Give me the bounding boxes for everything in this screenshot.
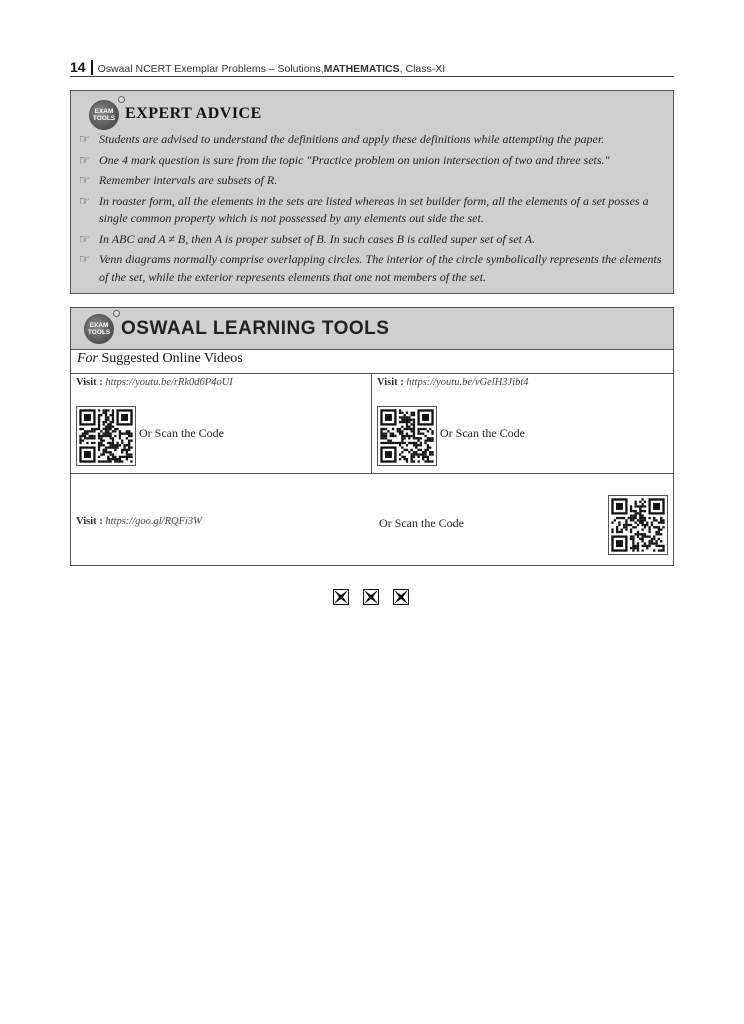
video-cell-3: [71, 474, 673, 565]
video-link[interactable]: https://youtu.be/vGelH3Jibt4: [406, 377, 529, 388]
section-end-ornaments: [333, 589, 409, 605]
page-header: [70, 57, 674, 77]
ornament-icon: [393, 589, 409, 605]
ornament-icon: [363, 589, 379, 605]
pointing-hand-icon: ☞: [79, 252, 90, 266]
tip-item: ☞ Students are advised to understand the definitions and apply these definitions while attempting the paper.: [79, 131, 667, 149]
learning-tools-title: OSWAAL LEARNING TOOLS: [121, 318, 390, 339]
tip-item: ☞ In roaster form, all the elements in the sets are listed whereas in set builder form, all the elements of a set posses a single common property which is not possessed by any elements out side the set.: [79, 193, 649, 225]
page-number: 14: [70, 59, 86, 75]
pointing-hand-icon: ☞: [79, 193, 90, 208]
header-title-suffix: , Class-XI: [399, 63, 446, 75]
video-link[interactable]: https://goo.gl/RQFi3W: [105, 516, 202, 527]
video-cell-1: [71, 374, 372, 473]
suggested-videos-heading: For Suggested Online Videos: [77, 351, 243, 366]
pointing-hand-icon: ☞: [79, 152, 90, 167]
scan-code-label: Or Scan the Code: [379, 516, 464, 530]
qr-code-icon[interactable]: [76, 406, 136, 466]
tips-list: [79, 131, 667, 289]
visit-line: Visit : https://goo.gl/RQFi3W: [76, 516, 202, 527]
exam-tools-logo: EXAM TOOLS: [89, 100, 119, 130]
tip-item: ☞ In ABC and A ≠ B, then A is proper subset of B. In such cases B is called super set of set A.: [79, 231, 667, 249]
learning-tools-header: [71, 308, 673, 350]
visit-line: Visit : https://youtu.be/vGelH3Jibt4: [377, 377, 529, 388]
video-cell-2: [372, 374, 673, 473]
pointing-hand-icon: ☞: [79, 173, 90, 187]
pointing-hand-icon: ☞: [79, 132, 90, 146]
learning-tools-box: [70, 307, 674, 566]
tip-item: ☞ One 4 mark question is sure from the topic "Practice problem on union intersection of two and three sets.": [79, 152, 667, 170]
scan-code-label: Or Scan the Code: [139, 426, 224, 440]
exam-tools-logo: EXAM TOOLS: [84, 314, 114, 344]
header-separator: [91, 60, 93, 75]
qr-code-icon[interactable]: [377, 406, 437, 466]
header-subject: MATHEMATICS: [323, 63, 400, 75]
tip-item: ☞ Venn diagrams normally comprise overlapping circles. The interior of the circle symbolically represents the elements of the set, while the exterior represents elements that one not members of the set.: [79, 252, 662, 284]
expert-advice-box: [70, 90, 674, 294]
ornament-icon: [333, 589, 349, 605]
pointing-hand-icon: ☞: [79, 231, 90, 246]
header-title-prefix: Oswaal NCERT Exemplar Problems – Solutions,: [97, 63, 324, 75]
expert-advice-title: EXPERT ADVICE: [125, 105, 262, 122]
visit-line: Visit : https://youtu.be/rRk0d6P4oUI: [76, 377, 233, 388]
video-link[interactable]: https://youtu.be/rRk0d6P4oUI: [105, 377, 233, 388]
qr-code-icon[interactable]: [608, 495, 668, 555]
scan-code-label: Or Scan the Code: [440, 426, 525, 440]
tip-item: ☞ Remember intervals are subsets of R.: [79, 172, 667, 190]
